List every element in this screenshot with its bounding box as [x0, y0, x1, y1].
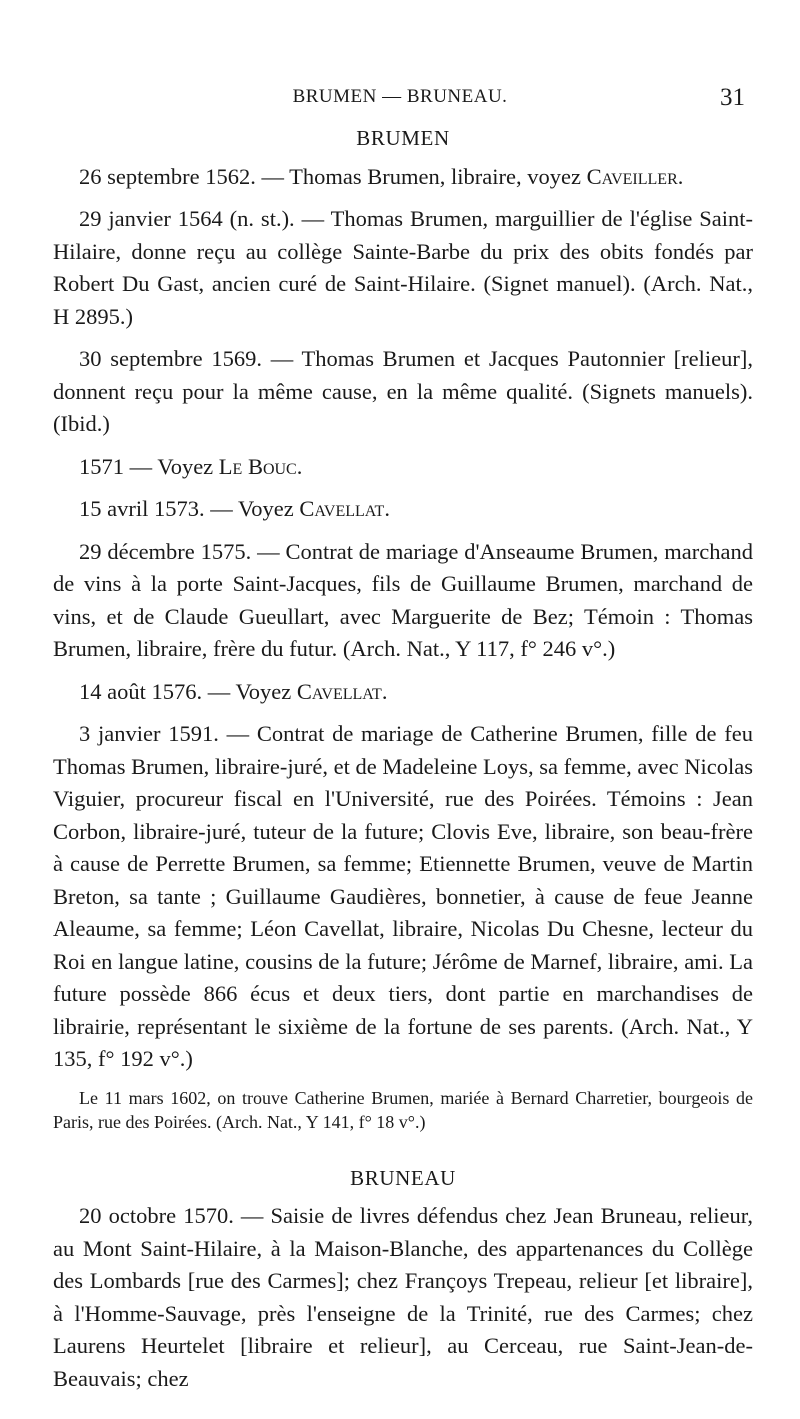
cross-reference: Caveiller. [586, 163, 684, 189]
page-body [53, 122, 753, 1405]
entry-paragraph [53, 451, 753, 484]
entry-paragraph [53, 161, 753, 194]
entry-text: 26 septembre 1562. — Thomas Brumen, libraire, voyez [79, 163, 587, 189]
entry-paragraph: 20 octobre 1570. — Saisie de livres défendus chez Jean Bruneau, relieur, au Mont Saint-Hilaire, à la Maison-Blanche, des appartenances du Collège des Lombards [rue des Carmes]; chez Françoys Trepeau, relieur [et libraire], à l'Homme-Sauvage, près l'enseigne de la Trinité, rue des Carmes; chez Laurens Heurtelet [libraire et relieur], au Cerceau, rue Saint-Jean-de-Beauvais; chez [53, 1203, 753, 1391]
cross-reference: Cavellat. [296, 678, 388, 704]
entry-text: 15 avril 1573. — Voyez [79, 496, 300, 521]
cross-reference: Cavellat. [299, 496, 390, 521]
entry-paragraph: 30 septembre 1569. — Thomas Brumen et Jacques Pautonnier [relieur], donnent reçu pour la même cause, en la même qualité. (Signets manuels). (Ibid.) [53, 346, 753, 436]
page-number: 31 [720, 84, 745, 111]
entry-paragraph [53, 676, 753, 709]
entry-text: 14 août 1576. — Voyez [79, 678, 297, 704]
entry-paragraph: 29 décembre 1575. — Contrat de mariage d'Anseaume Brumen, marchand de vins à la porte Saint-Jacques, fils de Guillaume Brumen, marchand de vins, et de Claude Gueullart, avec Marguerite de Bez; Témoin : Thomas Brumen, libraire, frère du futur. (Arch. Nat., Y 117, f° 246 v°.) [53, 538, 753, 661]
entry-paragraph: 29 janvier 1564 (n. st.). — Thomas Brumen, marguillier de l'église Saint-Hilaire, donne reçu au collège Sainte-Barbe du prix des obits fondés par Robert Du Gast, ancien curé de Saint-Hilaire. (Signet manuel). (Arch. Nat., H 2895.) [53, 206, 753, 329]
section-heading-brumen: BRUMEN [356, 126, 450, 150]
entry-paragraph [53, 493, 753, 526]
entry-text: 1571 — Voyez [79, 453, 219, 479]
cross-reference: Le Bouc. [218, 453, 303, 479]
section-heading-bruneau: BRUNEAU [350, 1165, 456, 1190]
footnote: Le 11 mars 1602, on trouve Catherine Brumen, mariée à Bernard Charretier, bourgeois de Paris, rue des Poirées. (Arch. Nat., Y 141, f° 18 v°.) [53, 1087, 753, 1132]
running-head: BRUMEN — BRUNEAU. [292, 86, 508, 107]
entry-paragraph: 3 janvier 1591. — Contrat de mariage de Catherine Brumen, fille de feu Thomas Brumen, libraire-juré, et de Madeleine Loys, sa femme, avec Nicolas Viguier, procureur fiscal en l'Université, rue des Poirées. Témoins : Jean Corbon, libraire-juré, tuteur de la future; Clovis Eve, libraire, son beau-frère à cause de Perrette Brumen, sa femme; Etiennette Brumen, veuve de Martin Breton, sa tante ; Guillaume Gaudières, bonnetier, à cause de feue Jeanne Aleaume, sa femme; Léon Cavellat, libraire, Nicolas Du Chesne, lecteur du Roi en langue latine, cousins de la future; Jérôme de Marnef, libraire, ami. La future possède 866 écus et deux tiers, dont partie en marchandises de librairie, représentant le sixième de la fortune de ses parents. (Arch. Nat., Y 135, f° 192 v°.) [53, 721, 753, 1071]
